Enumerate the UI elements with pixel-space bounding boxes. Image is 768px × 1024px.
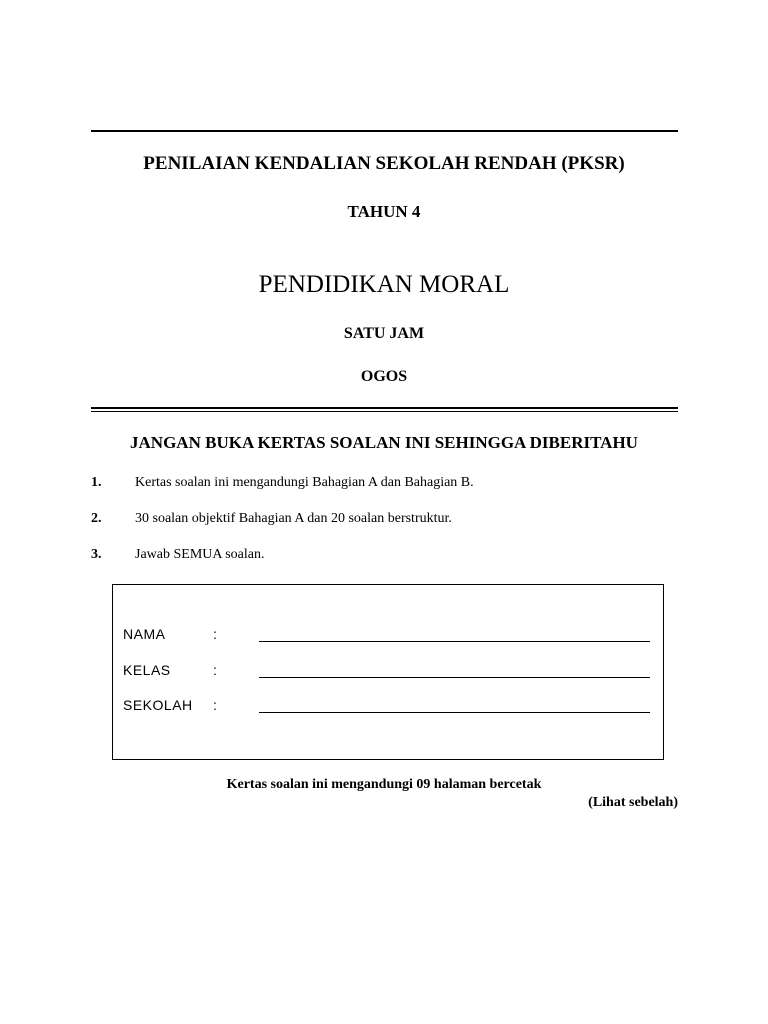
exam-title: PENILAIAN KENDALIAN SEKOLAH RENDAH (PKSR) (143, 153, 625, 174)
name-write-line[interactable] (259, 641, 650, 642)
instruction-text: 30 soalan objektif Bahagian A dan 20 soalan berstruktur. (135, 511, 452, 526)
year-label: TAHUN 4 (347, 202, 421, 221)
class-label: KELAS (123, 662, 171, 678)
instruction-text: Kertas soalan ini mengandungi Bahagian A dan Bahagian B. (135, 475, 474, 490)
school-field (123, 697, 653, 717)
class-field (123, 662, 653, 682)
page-count-note: Kertas soalan ini mengandungi 09 halaman bercetak (226, 777, 542, 792)
see-next-page-note: (Lihat sebelah) (588, 795, 678, 810)
name-label: NAMA (123, 626, 166, 642)
duration-label: SATU JAM (343, 325, 425, 342)
month-label: OGOS (360, 368, 408, 385)
class-colon: : (213, 662, 217, 678)
top-rule (91, 130, 678, 132)
instruction-text: Jawab SEMUA soalan. (135, 547, 265, 562)
double-rule (91, 407, 678, 412)
school-label: SEKOLAH (123, 697, 193, 713)
class-write-line[interactable] (259, 677, 650, 678)
school-write-line[interactable] (259, 712, 650, 713)
warning-notice: JANGAN BUKA KERTAS SOALAN INI SEHINGGA DIBERITAHU (130, 433, 638, 452)
instruction-number: 1. (91, 475, 102, 490)
instruction-number: 2. (91, 511, 102, 526)
subject-title: PENDIDIKAN MORAL (258, 271, 510, 298)
name-field (123, 626, 653, 646)
school-colon: : (213, 697, 217, 713)
instruction-number: 3. (91, 547, 102, 562)
name-colon: : (213, 626, 217, 642)
student-info-box (112, 584, 664, 760)
